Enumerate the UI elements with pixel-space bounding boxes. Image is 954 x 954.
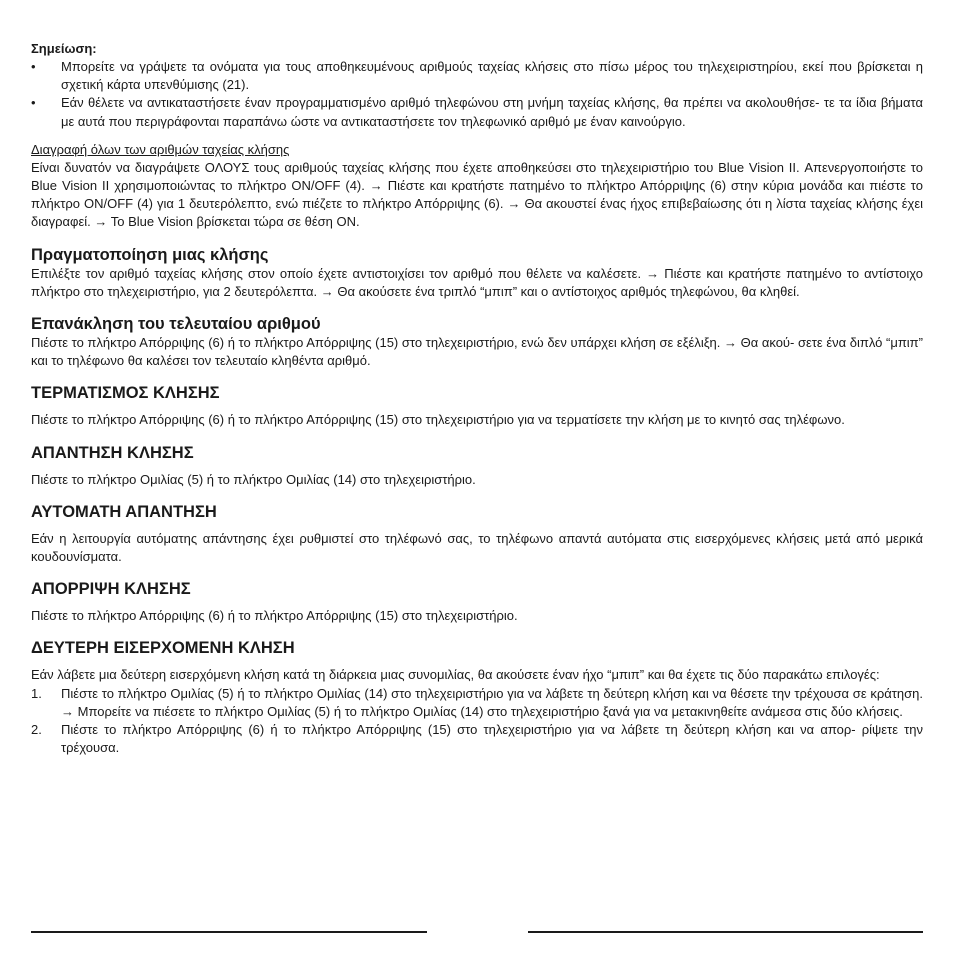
- make-call-heading: Πραγματοποίηση μιας κλήσης: [31, 245, 269, 264]
- note-item: • Μπορείτε να γράψετε τα ονόματα για τους αποθηκευμένους αριθμούς ταχείας κλήσεις στο πίσω μέρος του τηλεχειριστηρίου, εκεί που βρίσκεται η σχετική κάρτα υπενθύμισης (21).: [31, 59, 923, 93]
- reject-call-heading: ΑΠΟΡΡΙΨΗ ΚΛΗΣΗΣ: [31, 580, 191, 599]
- delete-all-title: Διαγραφή όλων των αριθμών ταχείας κλήσης: [31, 141, 290, 157]
- note-list: [31, 58, 923, 131]
- delete-all-text: Είναι δυνατόν να διαγράψετε ΟΛΟΥΣ τους αριθμούς ταχείας κλήσης που έχετε αποθηκεύσει στο τηλεχειριστήριο του Blue Vision II. Απενεργοποιήστε το Blue Vision II χρησιμοποιώντας το πλήκτρο ON/OFF (4). → Πιέστε και κρατήστε πατημένο το πλήκτρο Απόρριψης (6) στην κύρια μονάδα και πιέστε το πλήκτρο ON/OFF (4) για 1 δευτερόλεπτο, ενώ πιέζετε το πλήκτρο Απόρριψης (6). → Θα ακουστεί ένας ήχος επιβεβαίωσης ότι η λίστα ταχείας κλήσης έχει διαγραφεί. → Το Blue Vision βρίσκεται τώρα σε θέση ON.: [31, 159, 923, 230]
- second-call-heading: ΔΕΥΤΕΡΗ ΕΙΣΕΡΧΟΜΕΝΗ ΚΛΗΣΗ: [31, 639, 295, 658]
- bullet-marker: •: [31, 95, 36, 111]
- bullet-marker: •: [31, 59, 36, 74]
- note-item: • Εάν θέλετε να αντικαταστήσετε έναν προγραμματισμένο αριθμό τηλεφώνου στη μνήμη ταχείας κλήσης, θα πρέπει να ακολουθήσε- τε τα ίδια βήματα με αυτά που περιγράφονται παραπάνω ώστε να αντικαταστήσετε τον τηλεφωνικό αριθμό με έναν καινούργιο.: [31, 95, 923, 129]
- end-call-heading: ΤΕΡΜΑΤΙΣΜΟΣ ΚΛΗΣΗΣ: [31, 384, 220, 403]
- answer-call-text: Πιέστε το πλήκτρο Ομιλίας (5) ή το πλήκτρο Ομιλίας (14) στο τηλεχειριστήριο.: [31, 471, 476, 487]
- second-call-options: [31, 685, 923, 758]
- option-item: 1. Πιέστε το πλήκτρο Ομιλίας (5) ή το πλήκτρο Ομιλίας (14) στο τηλεχειριστήριο για να λάβετε τη δεύτερη κλήση και να θέσετε την τρέχουσα σε κράτηση. → Μπορείτε να πιέσετε το πλήκτρο Ομιλίας (5) ή το πλήκτρο Ομιλίας (14) στο τηλεχειριστήριο ξανά για να μετακινηθείτε ανάμεσα στις δύο κλήσεις.: [31, 685, 923, 719]
- auto-answer-text: Εάν η λειτουργία αυτόματης απάντησης έχει ρυθμιστεί στο τηλέφωνό σας, το τηλέφωνο απαντά αυτόματα στις εισερχόμενες κλήσεις μετά από μερικά κουδουνίσματα.: [31, 530, 923, 565]
- redial-heading: Επανάκληση του τελευταίου αριθμού: [31, 315, 321, 334]
- reject-call-text: Πιέστε το πλήκτρο Απόρριψης (6) ή το πλήκτρο Απόρριψης (15) στο τηλεχειριστήριο.: [31, 608, 518, 624]
- make-call-text: Επιλέξτε τον αριθμό ταχείας κλήσης στον οποίο έχετε αντιστοιχίσει τον αριθμό που θέλετε να καλέσετε. → Πιέστε και κρατήστε πατημένο το αντίστοιχο πλήκτρο στο τηλεχειριστήριο, για 2 δευτερόλεπτα. → Θα ακούσετε ένα τριπλό “μπιπ” και ο αντίστοιχος αριθμός τηλεφώνου, θα κληθεί.: [31, 265, 923, 299]
- redial-text: Πιέστε το πλήκτρο Απόρριψης (6) ή το πλήκτρο Απόρριψης (15) στο τηλεχειριστήριο, ενώ δεν υπάρχει κλήση σε εξέλιξη. → Θα ακού- σετε ένα διπλό “μπιπ” και το τηλέφωνο θα καλέσει τον τελευταίο κληθέντα αριθμό.: [31, 335, 923, 369]
- footer-rule-left: [31, 931, 427, 933]
- answer-call-heading: ΑΠΑΝΤΗΣΗ ΚΛΗΣΗΣ: [31, 443, 194, 462]
- document-page: [31, 40, 923, 757]
- second-call-intro: Εάν λάβετε μια δεύτερη εισερχόμενη κλήση κατά τη διάρκεια μιας συνομιλίας, θα ακούσετε έναν ήχο “μπιπ” και θα έχετε τις δύο παρακάτω επιλογές:: [31, 667, 880, 683]
- note-label: Σημείωση:: [31, 41, 97, 56]
- footer-rule-right: [528, 931, 923, 933]
- option-number: 1.: [31, 685, 42, 701]
- end-call-text: Πιέστε το πλήκτρο Απόρριψης (6) ή το πλήκτρο Απόρριψης (15) στο τηλεχειριστήριο για να τερματίσετε την κλήση με το κινητό σας τηλέφωνο.: [31, 412, 845, 428]
- option-item: 2. Πιέστε το πλήκτρο Απόρριψης (6) ή το πλήκτρο Απόρριψης (15) στο τηλεχειριστήριο για να λάβετε τη δεύτερη κλήση και να απορ- ρίψετε την τρέχουσα.: [31, 722, 923, 756]
- option-number: 2.: [31, 722, 42, 738]
- auto-answer-heading: ΑΥΤΟΜΑΤΗ ΑΠΑΝΤΗΣΗ: [31, 502, 217, 521]
